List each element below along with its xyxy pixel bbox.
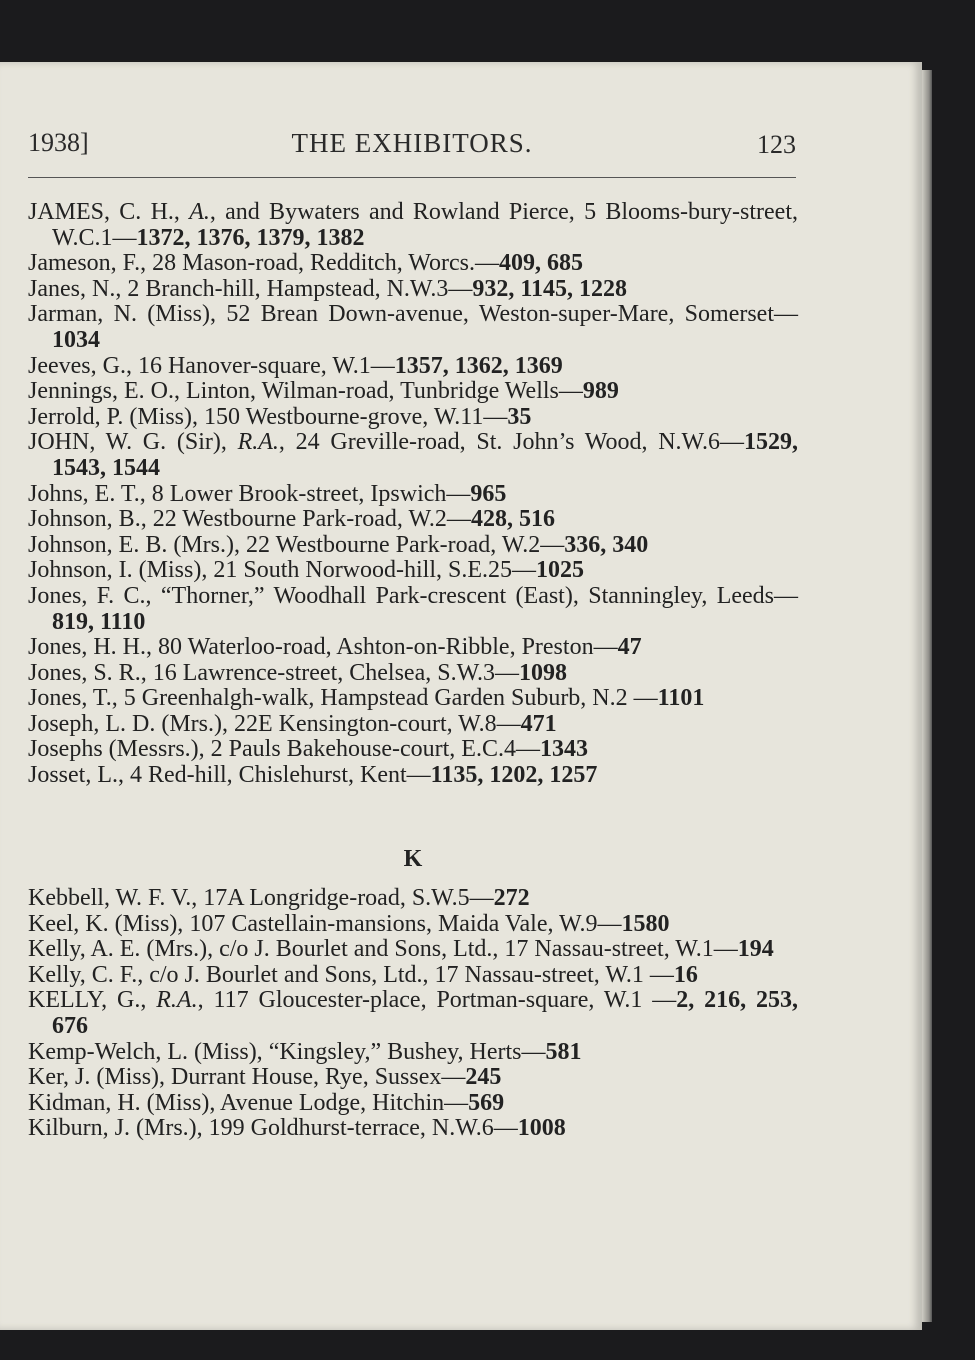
exhibitor-address: Avenue Lodge, Hitchin— [220,1089,469,1116]
exhibitor-name: Jones, T., [28,685,124,712]
exhibitor-entry [28,1065,798,1091]
exhibitor-entry [28,354,798,380]
exhibitor-entry [28,482,798,508]
exhibitor-entry [28,558,798,584]
exhibitor-address: 28 Mason-road, Redditch, Worcs.— [152,250,499,277]
exhibitor-entry [28,912,798,938]
catalogue-numbers: 471 [520,710,557,737]
catalogue-numbers: 1025 [536,557,585,584]
exhibitor-address: 22 Westbourne Park-road, W.2— [246,531,565,558]
exhibitor-name: Jameson, F., [28,250,153,277]
catalogue-numbers: 1008 [517,1115,566,1142]
exhibitor-name: Jones, H. H., [28,634,158,661]
catalogue-numbers: 989 [582,378,619,405]
exhibitor-name: Jennings, E. O., [28,378,186,405]
exhibitor-entry [28,988,798,1039]
exhibitor-name: Kelly, A. E. (Mrs.), [28,936,220,963]
exhibitor-name: Johns, E. T., [28,480,152,507]
catalogue-numbers: 336, 340 [564,531,649,558]
catalogue-numbers: 194 [737,936,774,963]
exhibitor-address: , 24 Greville-road, St. John’s Wood, N.W.6— [278,429,744,456]
exhibitor-entry [28,963,798,989]
exhibitor-honour: R.A. [237,429,279,456]
exhibitor-entry [28,763,798,789]
exhibitor-entry [28,1091,798,1117]
catalogue-numbers: 1372, 1376, 1379, 1382 [136,224,365,251]
header-rule [28,177,796,178]
exhibitor-address: 4 Red-hill, Chislehurst, Kent— [130,762,431,789]
exhibitor-name: Jeeves, G., [28,352,138,379]
catalogue-numbers: 1357, 1362, 1369 [394,352,563,379]
catalogue-numbers: 47 [617,634,642,661]
exhibitor-address: , and Bywaters and Rowland Pierce, 5 Blooms-bury-street, W.C.1— [52,199,798,251]
exhibitor-address: 2 Pauls Bakehouse-court, E.C.4— [210,736,540,763]
exhibitor-address: Durrant House, Rye, Sussex— [171,1064,466,1091]
exhibitor-name: KELLY, G., [28,987,157,1014]
exhibitor-name: Jarman, N. (Miss), [28,301,227,328]
exhibitor-address: , 117 Gloucester-place, Portman-square, W.1 — [197,987,677,1014]
catalogue-numbers: 1135, 1202, 1257 [430,762,598,789]
exhibitor-address: 22 Westbourne Park-road, W.2— [152,506,471,533]
exhibitor-name: Josset, L., [28,762,130,789]
exhibitor-address: 80 Waterloo-road, Ashton-on-Ribble, Preston— [158,634,618,661]
exhibitor-name: Janes, N., [28,275,128,302]
exhibitor-name: JOHN, W. G. (Sir), [28,429,238,456]
catalogue-numbers: 428, 516 [470,506,555,533]
exhibitor-address: 199 Goldhurst-terrace, N.W.6— [208,1115,518,1142]
catalogue-numbers: 1580 [621,910,670,937]
catalogue-numbers: 1529, 1543, 1544 [52,429,798,481]
exhibitor-name: Kemp-Welch, L. (Miss), [28,1038,269,1065]
exhibitor-entry [28,686,798,712]
exhibitor-entry [28,507,798,533]
exhibitor-entry [28,302,798,353]
catalogue-numbers: 965 [470,480,507,507]
exhibitor-address: c/o J. Bourlet and Sons, Ltd., 17 Nassau-street, W.1— [219,936,738,963]
catalogue-numbers: 581 [545,1038,582,1065]
exhibitor-address: “Thorner,” Woodhall Park-crescent (East), Stanningley, Leeds— [160,582,798,609]
page-number: 123 [757,130,796,159]
exhibitor-address: 16 Hanover-square, W.1— [137,352,395,379]
catalogue-numbers: 272 [493,885,530,911]
exhibitor-honour: R.A. [156,987,198,1014]
catalogue-numbers: 35 [507,403,532,430]
exhibitor-honour: A. [189,199,210,225]
catalogue-numbers: 932, 1145, 1228 [472,275,628,302]
exhibitor-list-k [28,886,798,1142]
exhibitor-list-j [28,200,798,789]
exhibitor-address: 107 Castellain-mansions, Maida Vale, W.9— [189,910,622,937]
exhibitor-name: Johnson, I. (Miss), [28,557,214,584]
exhibitor-address: 52 Brean Down-avenue, Weston-super-Mare, Somerset— [226,301,798,328]
exhibitor-name: Kebbell, W. F. V., [28,885,204,911]
exhibitor-entry [28,661,798,687]
exhibitor-address: 17A Longridge-road, S.W.5— [203,885,494,911]
exhibitor-entry [28,379,798,405]
exhibitor-address: 5 Greenhalgh-walk, Hampstead Garden Suburb, N.2 — [123,685,658,712]
exhibitor-name: Jones, F. C., [28,582,161,609]
exhibitor-entry [28,712,798,738]
page-edge [922,70,932,1322]
catalogue-numbers: 245 [465,1064,502,1091]
exhibitor-name: Josephs (Messrs.), [28,736,211,763]
section-letter-k: K [403,846,423,872]
exhibitor-address: c/o J. Bourlet and Sons, Ltd., 17 Nassau-street, W.1 — [149,961,674,988]
exhibitor-entry [28,886,798,912]
page-title: THE EXHIBITORS. [291,128,533,158]
exhibitor-address: 150 Westbourne-grove, W.11— [204,403,508,430]
header-year: 1938] [28,128,89,157]
exhibitor-address: 21 South Norwood-hill, S.E.25— [213,557,537,584]
catalogue-numbers: 569 [468,1089,505,1116]
exhibitor-entry [28,533,798,559]
exhibitor-name: Jones, S. R., [28,659,153,686]
exhibitor-entry [28,251,798,277]
exhibitor-entry [28,277,798,303]
exhibitor-entry [28,1040,798,1066]
catalogue-numbers: 1034 [52,326,100,353]
catalogue-numbers: 2, 216, 253, 676 [52,987,798,1039]
exhibitor-address: 22E Kensington-court, W.8— [233,710,521,737]
catalogue-numbers: 1343 [539,736,588,763]
exhibitor-entry [28,1116,798,1142]
exhibitor-name: Keel, K. (Miss), [28,910,190,937]
exhibitor-entry [28,200,798,251]
exhibitor-name: Kidman, H. (Miss), [28,1089,220,1116]
catalogue-numbers: 16 [673,961,698,988]
exhibitor-address: 16 Lawrence-street, Chelsea, S.W.3— [152,659,520,686]
exhibitor-name: Johnson, B., [28,506,153,533]
exhibitor-address: 2 Branch-hill, Hampstead, N.W.3— [127,275,473,302]
exhibitor-name: Kilburn, J. (Mrs.), [28,1115,209,1142]
catalogue-numbers: 1098 [519,659,568,686]
exhibitor-name: Ker, J. (Miss), [28,1064,172,1091]
catalogue-numbers: 819, 1110 [52,608,146,635]
exhibitor-name: JAMES, C. H., [28,199,190,225]
exhibitor-address: 8 Lower Brook-street, Ipswich— [151,480,471,507]
running-head [28,128,796,162]
exhibitor-entry [28,737,798,763]
exhibitor-entry [28,405,798,431]
exhibitor-entry [28,584,798,635]
exhibitor-name: Jerrold, P. (Miss), [28,403,205,430]
exhibitor-name: Johnson, E. B. (Mrs.), [28,531,247,558]
exhibitor-address: Linton, Wilman-road, Tunbridge Wells— [186,378,583,405]
catalogue-numbers: 1101 [657,685,705,712]
exhibitor-name: Joseph, L. D. (Mrs.), [28,710,234,737]
exhibitor-entry [28,635,798,661]
exhibitor-entry [28,937,798,963]
catalogue-numbers: 409, 685 [498,250,583,277]
exhibitor-entry [28,430,798,481]
exhibitor-address: “Kingsley,” Bushey, Herts— [268,1038,546,1065]
exhibitor-name: Kelly, C. F., [28,961,150,988]
